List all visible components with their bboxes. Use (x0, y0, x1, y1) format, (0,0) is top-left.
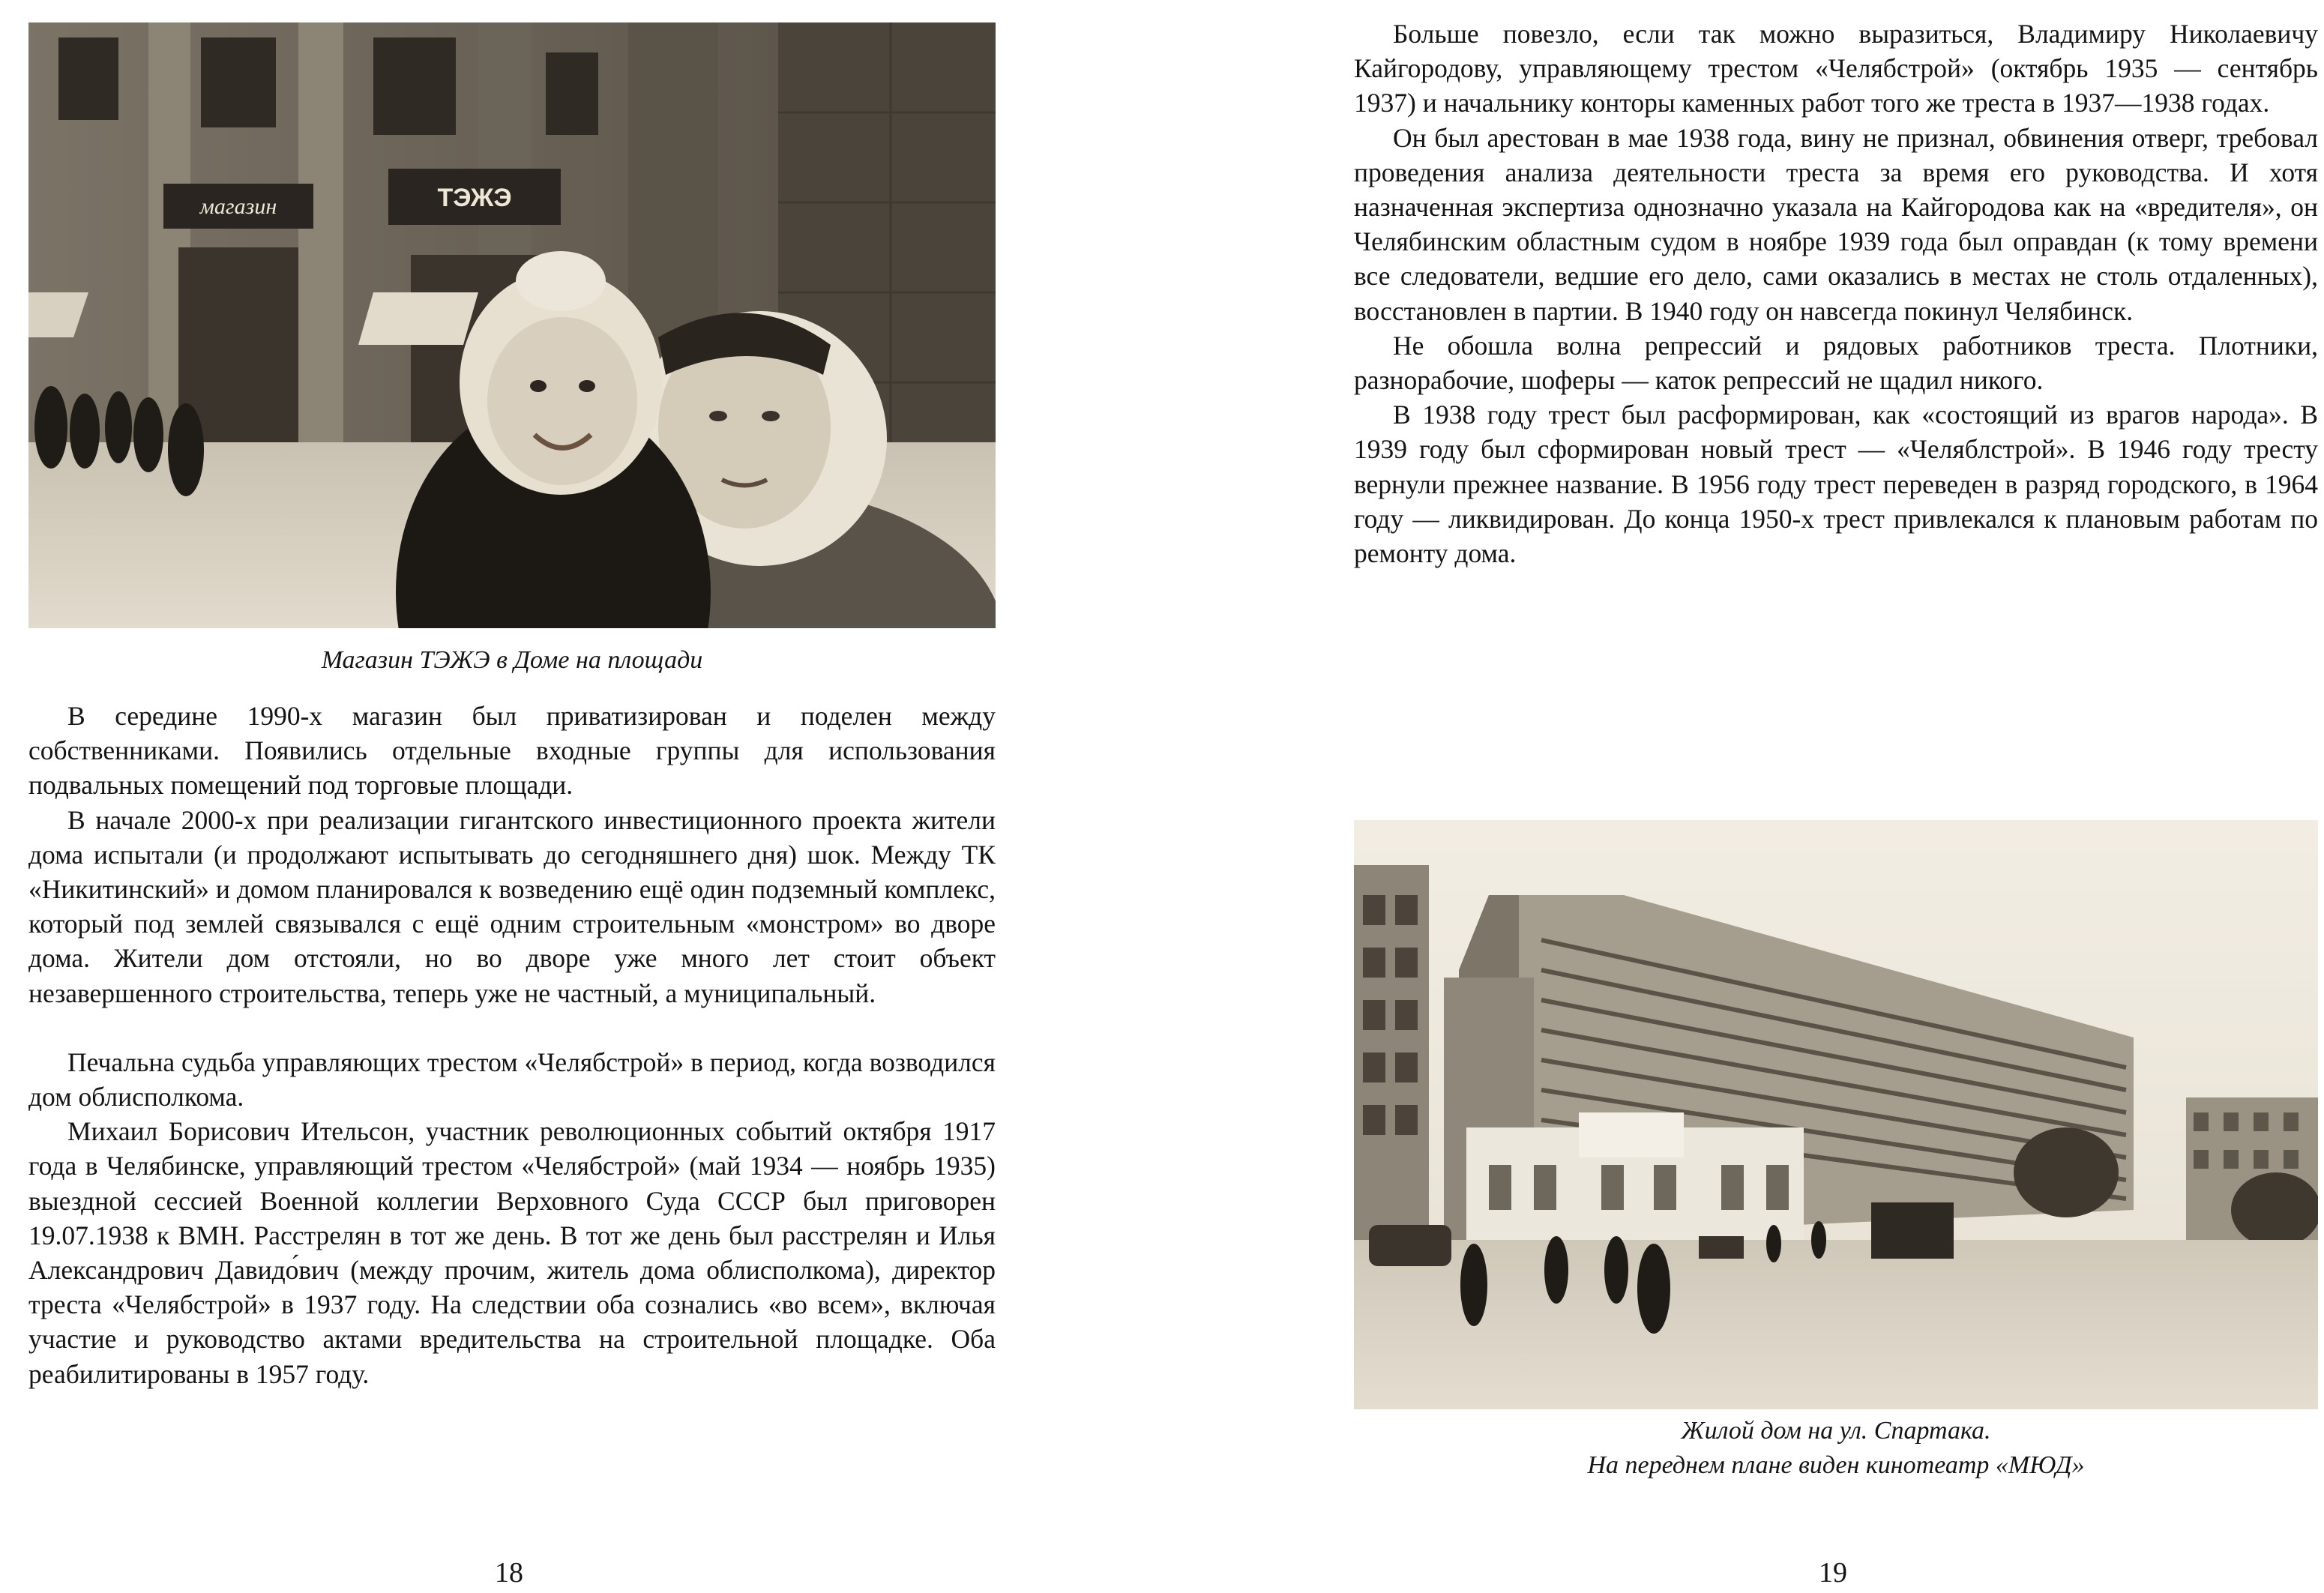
caption-line: Жилой дом на ул. Спартака. (1681, 1417, 1991, 1445)
paragraph: Больше повезло, если так можно выразиться, Владимиру Николаевичу Кайгородову, управляющему трестом «Челябстрой» (октябрь 1935 — сентябрь 1937) и начальнику конторы каменных работ того же треста в 1937—1938 годах. (1354, 19, 2318, 118)
svg-text:ТЭЖЭ: ТЭЖЭ (437, 184, 512, 212)
paragraph: В 1938 году трест был расформирован, как «состоящий из врагов народа». В 1939 году был сформирован новый трест — «Челяблстрой». В 1946 году тресту вернули прежнее название. В 1956 году трест переведен в разряд городского, в 1964 году — ликвидирован. До конца 1950-х трест привлекался к плановым работам по ремонту дома. (1354, 400, 2318, 569)
paragraph: Не обошла волна репрессий и рядовых работников треста. Плотники, разнорабочие, шоферы — каток репрессий не щадил никого. (1354, 330, 2318, 396)
caption-line: На переднем плане виден кинотеатр «МЮД» (1587, 1451, 2085, 1479)
right-page-text (1354, 16, 2318, 570)
paragraph: В середине 1990-х магазин был приватизирован и поделен между собственниками. Появились отдельные входные группы для использования подвальных помещений под торговые площади. (28, 701, 996, 801)
building-photo-illustration (1354, 820, 2318, 1409)
left-page-text (28, 699, 996, 1391)
page-number-right: 19 (1819, 1557, 1847, 1589)
store-photo (28, 22, 996, 628)
store-photo-illustration (28, 22, 996, 628)
paragraph: Михаил Борисович Ительсон, участник революционных событий октября 1917 года в Челябинске, управляющий трестом «Челябстрой» (май 1934 — ноябрь 1935) выездной сессией Военной коллегии Верховного Суда СССР был приговорен 19.07.1938 к ВМН. Расстрелян в тот же день. В тот же день был расстрелян и Илья Александрович Давидо́вич (между прочим, житель дома облисполкома), директор треста «Челябстрой» в 1937 году. На следствии оба сознались «во всем», включая участие и руководство актами вредительства на строительной площадке. Оба реабилитированы в 1957 году. (28, 1116, 996, 1389)
paragraph: Он был арестован в мае 1938 года, вину не признал, обвинения отверг, требовал проведения анализа деятельности треста за время его руководства. И хотя назначенная экспертиза однозначно указала на Кайгородова как на «вредителя», он Челябинским областным судом в ноябре 1939 года был оправдан (к тому времени все следователи, ведшие его дело, сами оказались в местах не столь отдаленных), восстановлен в партии. В 1940 году он навсегда покинул Челябинск. (1354, 122, 2318, 326)
building-photo-caption (1354, 1414, 2318, 1483)
page-number-left: 18 (495, 1557, 523, 1589)
paragraph: Печальна судьба управляющих трестом «Челябстрой» в период, когда возводился дом облисполкома. (28, 1047, 996, 1112)
svg-text:магазин: магазин (199, 194, 277, 219)
paragraph: В начале 2000-х при реализации гигантского инвестиционного проекта жители дома испытали (и продолжают испытывать до сегодняшнего дня) шок. Между ТК «Никитинский» и домом планировался к возведению ещё один подземный комплекс, который под землей связывался с ещё одним строительным «монстром» во дворе дома. Жители дом отстояли, но во дворе уже много лет стоит объект незавершенного строительства, теперь уже не частный, а муниципальный. (28, 804, 996, 1008)
store-photo-caption: Магазин ТЭЖЭ в Доме на площади (321, 646, 703, 674)
right-page (1162, 0, 2324, 1593)
building-photo (1354, 820, 2318, 1409)
